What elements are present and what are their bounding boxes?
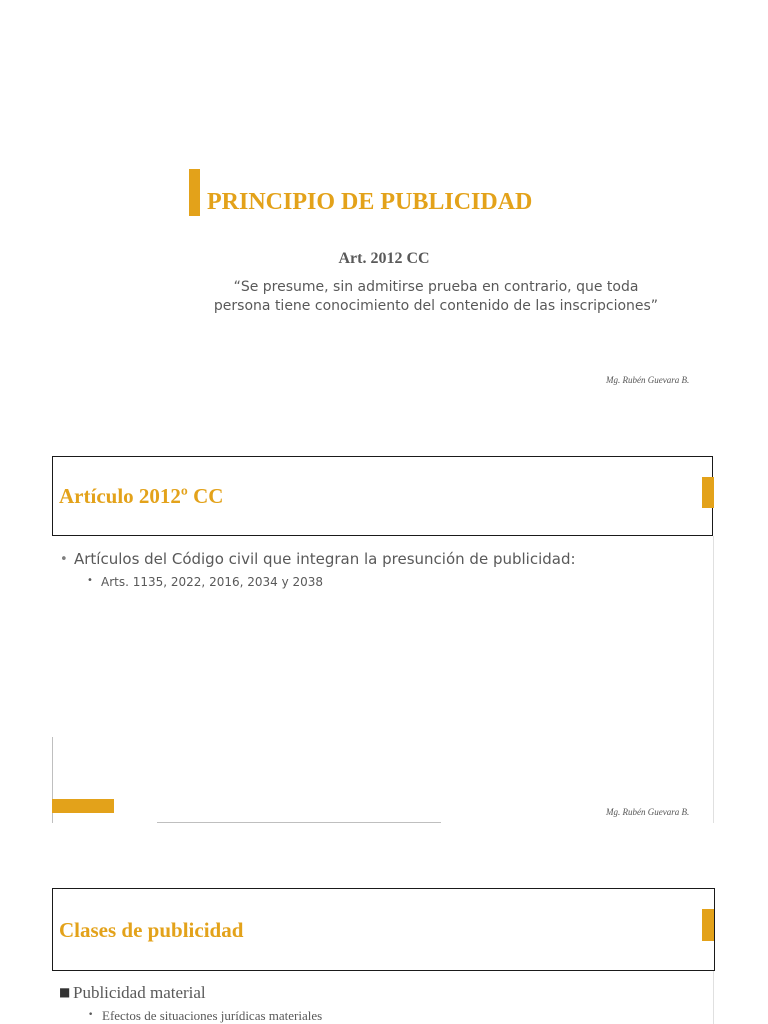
sub-bullet-icon: •: [87, 575, 93, 586]
slide2-footer-line: [157, 822, 441, 823]
slide1-subtitle: Art. 2012 CC: [338, 250, 430, 267]
bullet-icon: ■: [59, 985, 71, 999]
slide2-author: Mg. Rubén Guevara B.: [606, 807, 690, 817]
sub-bullet-icon: •: [88, 1010, 94, 1020]
bullet-icon: •: [60, 552, 68, 567]
slide2-title: Artículo 2012º CC: [59, 484, 224, 508]
slide1-quote-line1: “Se presume, sin admitirse prueba en contrario, que toda: [233, 279, 639, 295]
slide2-accent-tab: [702, 477, 714, 508]
slide1-author: Mg. Rubén Guevara B.: [606, 375, 690, 385]
slide1-quote-line2: persona tiene conocimiento del contenido de las inscripciones”: [213, 298, 659, 314]
slide3-sub-bullet-1: Efectos de situaciones jurídicas materiales: [102, 1008, 323, 1023]
slide3-right-divider: [713, 971, 714, 1024]
slide3-accent-tab: [702, 909, 714, 941]
slide2-footer-accent: [52, 799, 114, 813]
title-accent-bar: [189, 169, 200, 216]
slide3-bullet-1: Publicidad material: [73, 983, 206, 1002]
slide2-sub-bullet-1: Arts. 1135, 2022, 2016, 2034 y 2038: [101, 575, 324, 589]
slide2-right-divider: [713, 536, 714, 823]
slide2-bullet-1: Artículos del Código civil que integran la presunción de publicidad:: [74, 550, 576, 568]
slide3-title: Clases de publicidad: [59, 918, 244, 942]
slide1-title: PRINCIPIO DE PUBLICIDAD: [207, 189, 533, 215]
